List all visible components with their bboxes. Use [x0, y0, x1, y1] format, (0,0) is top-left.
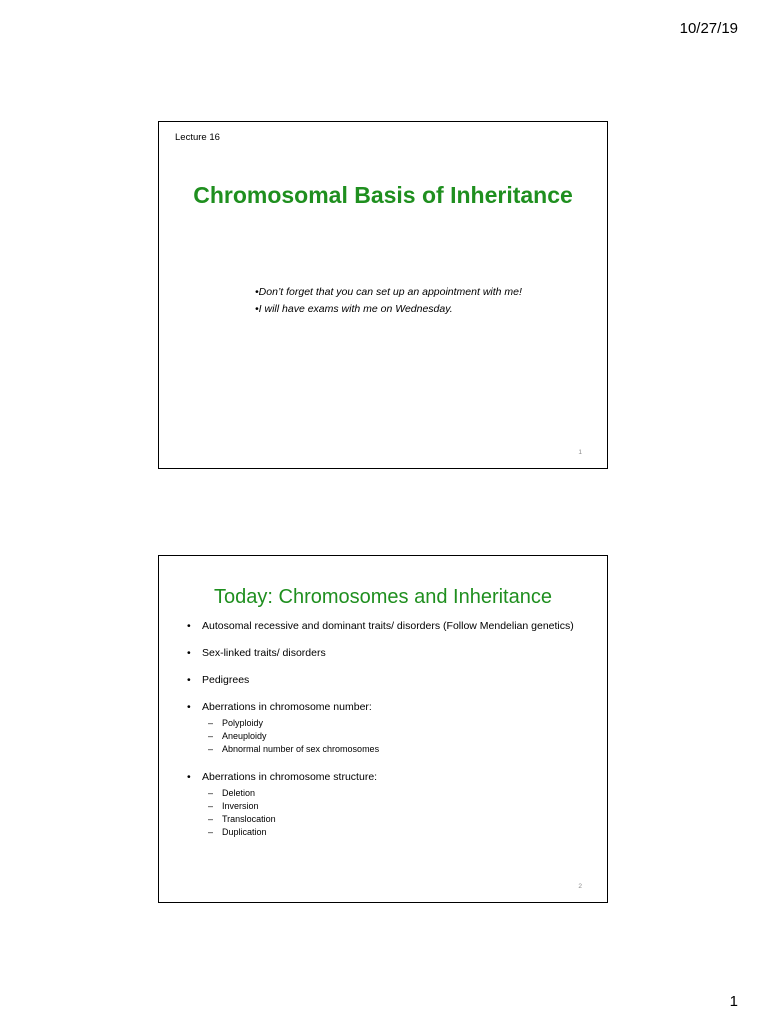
sub-bullet-item: – Aneuploidy — [208, 730, 582, 743]
bullet-item — [187, 702, 582, 756]
slide-title: Chromosomal Basis of Inheritance — [193, 182, 573, 208]
slide-2 — [158, 555, 608, 903]
lecture-label: Lecture 16 — [175, 132, 220, 143]
sub-bullet-list — [208, 787, 582, 839]
sub-bullet-item: – Deletion — [208, 787, 582, 800]
slide-number: 2 — [578, 883, 582, 890]
page-date: 10/27/19 — [679, 20, 738, 37]
bullet-item — [187, 648, 582, 659]
note-exams: •I will have exams with me on Wednesday. — [255, 303, 453, 315]
sub-bullet-item: – Inversion — [208, 800, 582, 813]
slide-notes — [255, 285, 545, 319]
page-number: 1 — [729, 993, 738, 1010]
sub-bullet-item: – Abnormal number of sex chromosomes — [208, 743, 582, 756]
bullet-text: Autosomal recessive and dominant traits/ disorders (Follow Mendelian genetics) — [202, 620, 574, 632]
slide-1 — [158, 121, 608, 469]
sub-bullet-item: – Duplication — [208, 826, 582, 839]
bullet-item — [187, 675, 582, 686]
note-appointment: •Don’t forget that you can set up an appointment with me! — [255, 286, 522, 298]
sub-bullet-item: – Translocation — [208, 813, 582, 826]
bullet-item — [187, 621, 582, 632]
slide-number: 1 — [578, 449, 582, 456]
bullet-item — [187, 772, 582, 839]
bullet-text: Sex-linked traits/ disorders — [202, 647, 326, 659]
bullet-text: Aberrations in chromosome structure: — [202, 771, 378, 783]
slide-title: Today: Chromosomes and Inheritance — [214, 586, 552, 608]
sub-bullet-list — [208, 717, 582, 756]
bullet-text: Pedigrees — [202, 674, 250, 686]
bullet-list — [187, 621, 582, 855]
sub-bullet-item: – Polyploidy — [208, 717, 582, 730]
bullet-text: Aberrations in chromosome number: — [202, 701, 372, 713]
